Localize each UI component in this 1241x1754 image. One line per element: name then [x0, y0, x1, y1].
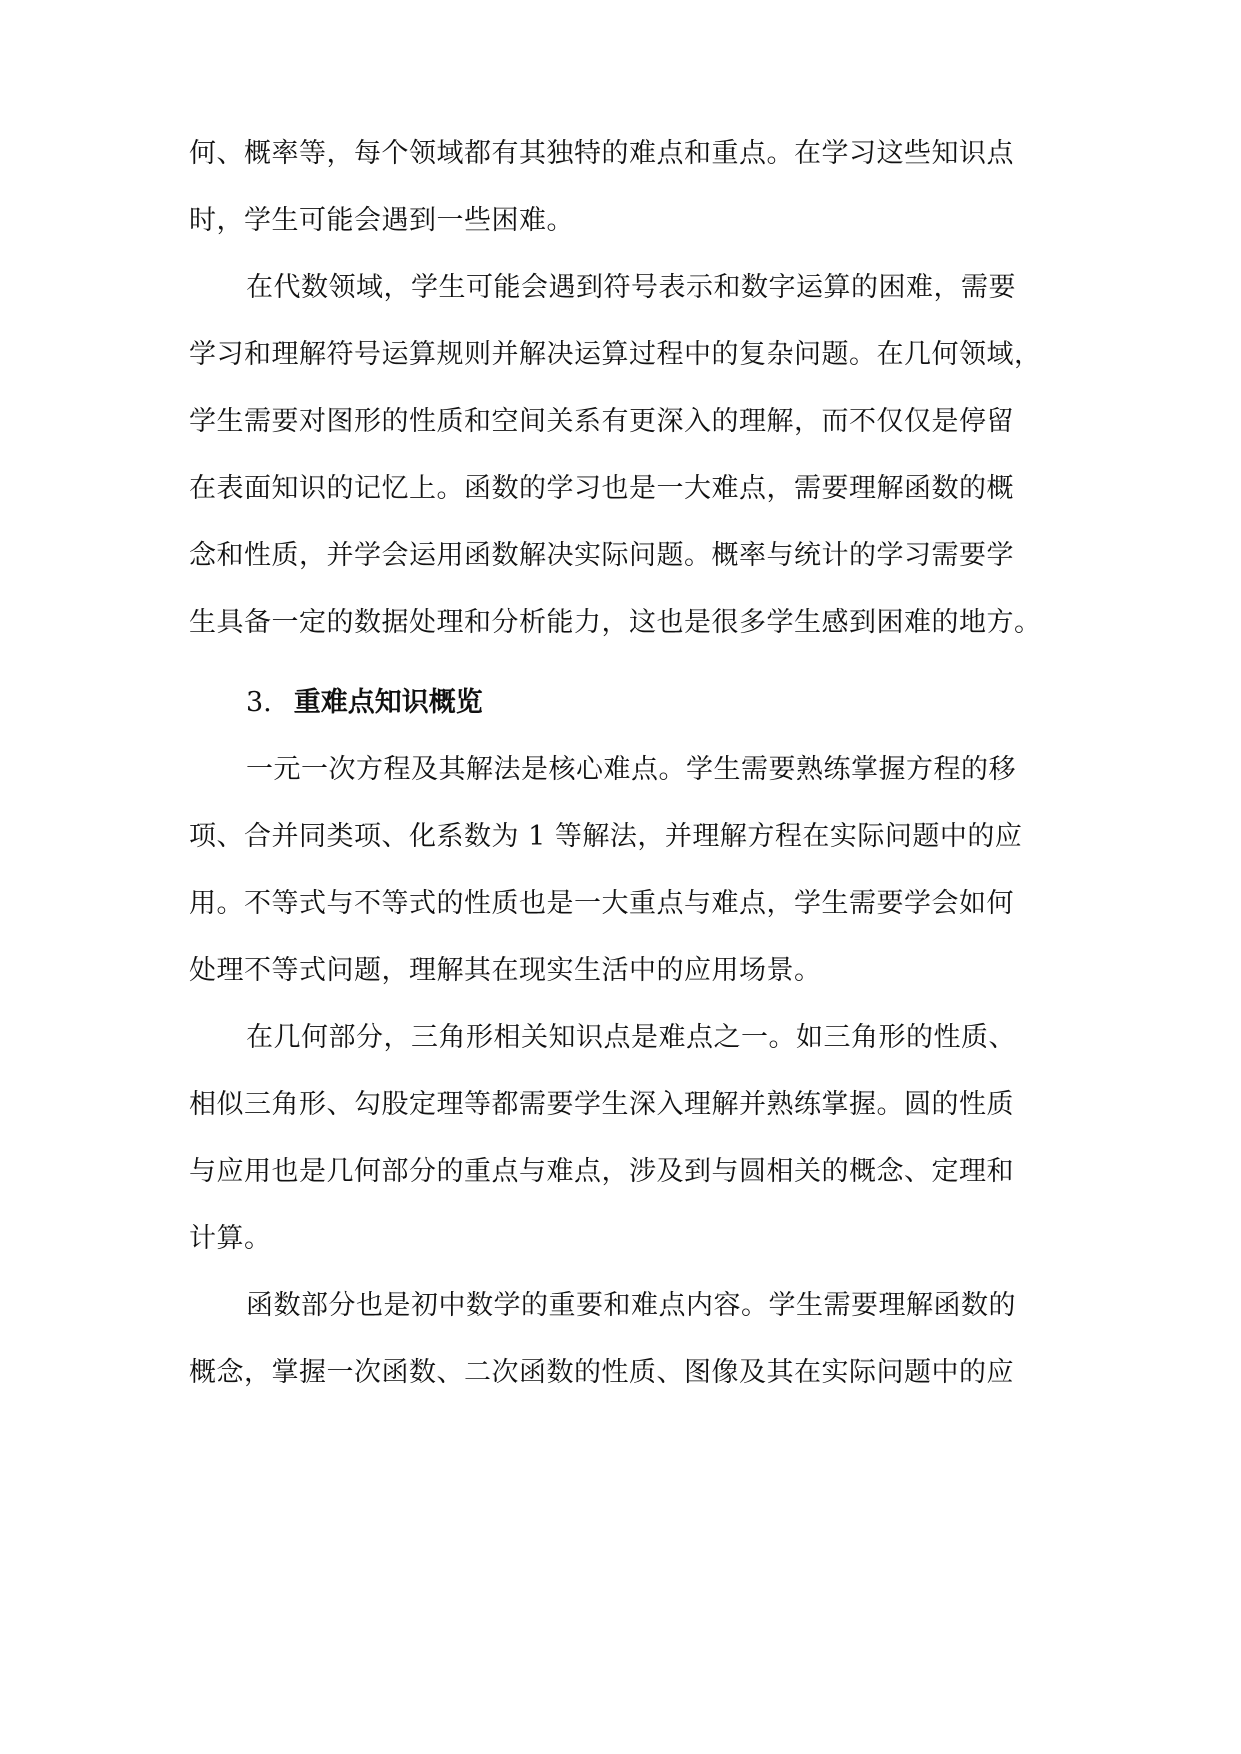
- section-heading: [246, 683, 1059, 723]
- paragraph-line: 计算。: [189, 1223, 272, 1254]
- paragraph-line: 项、合并同类项、化系数为 1 等解法，并理解方程在实际问题中的应: [189, 821, 1023, 852]
- paragraph-line: 学习和理解符号运算规则并解决运算过程中的复杂问题。在几何领域，: [189, 339, 1042, 370]
- paragraph-line: 在表面知识的记忆上。函数的学习也是一大难点，需要理解函数的概: [189, 473, 1014, 504]
- paragraph-line: 概念，掌握一次函数、二次函数的性质、图像及其在实际问题中的应: [189, 1357, 1014, 1388]
- paragraph-line: 函数部分也是初中数学的重要和难点内容。学生需要理解函数的: [246, 1290, 1016, 1321]
- paragraph-line: 在代数领域，学生可能会遇到符号表示和数字运算的困难，需要: [246, 272, 1016, 303]
- section-number: 3.: [246, 687, 272, 718]
- paragraph-line: 生具备一定的数据处理和分析能力，这也是很多学生感到困难的地方。: [189, 607, 1042, 638]
- paragraph-line: 一元一次方程及其解法是核心难点。学生需要熟练掌握方程的移: [246, 754, 1016, 785]
- paragraph-line: 何、概率等，每个领域都有其独特的难点和重点。在学习这些知识点: [189, 138, 1014, 169]
- paragraph-line: 用。不等式与不等式的性质也是一大重点与难点，学生需要学会如何: [189, 888, 1014, 919]
- paragraph-line: 念和性质，并学会运用函数解决实际问题。概率与统计的学习需要学: [189, 540, 1014, 571]
- paragraph-line: 处理不等式问题，理解其在现实生活中的应用场景。: [189, 955, 822, 986]
- paragraph-line: 在几何部分，三角形相关知识点是难点之一。如三角形的性质、: [246, 1022, 1016, 1053]
- paragraph-line: 与应用也是几何部分的重点与难点，涉及到与圆相关的概念、定理和: [189, 1156, 1014, 1187]
- paragraph-line: 时，学生可能会遇到一些困难。: [189, 205, 574, 236]
- section-title: 重难点知识概览: [293, 687, 483, 718]
- paragraph-line: 相似三角形、勾股定理等都需要学生深入理解并熟练掌握。圆的性质: [189, 1089, 1014, 1120]
- paragraph-line: 学生需要对图形的性质和空间关系有更深入的理解，而不仅仅是停留: [189, 406, 1014, 437]
